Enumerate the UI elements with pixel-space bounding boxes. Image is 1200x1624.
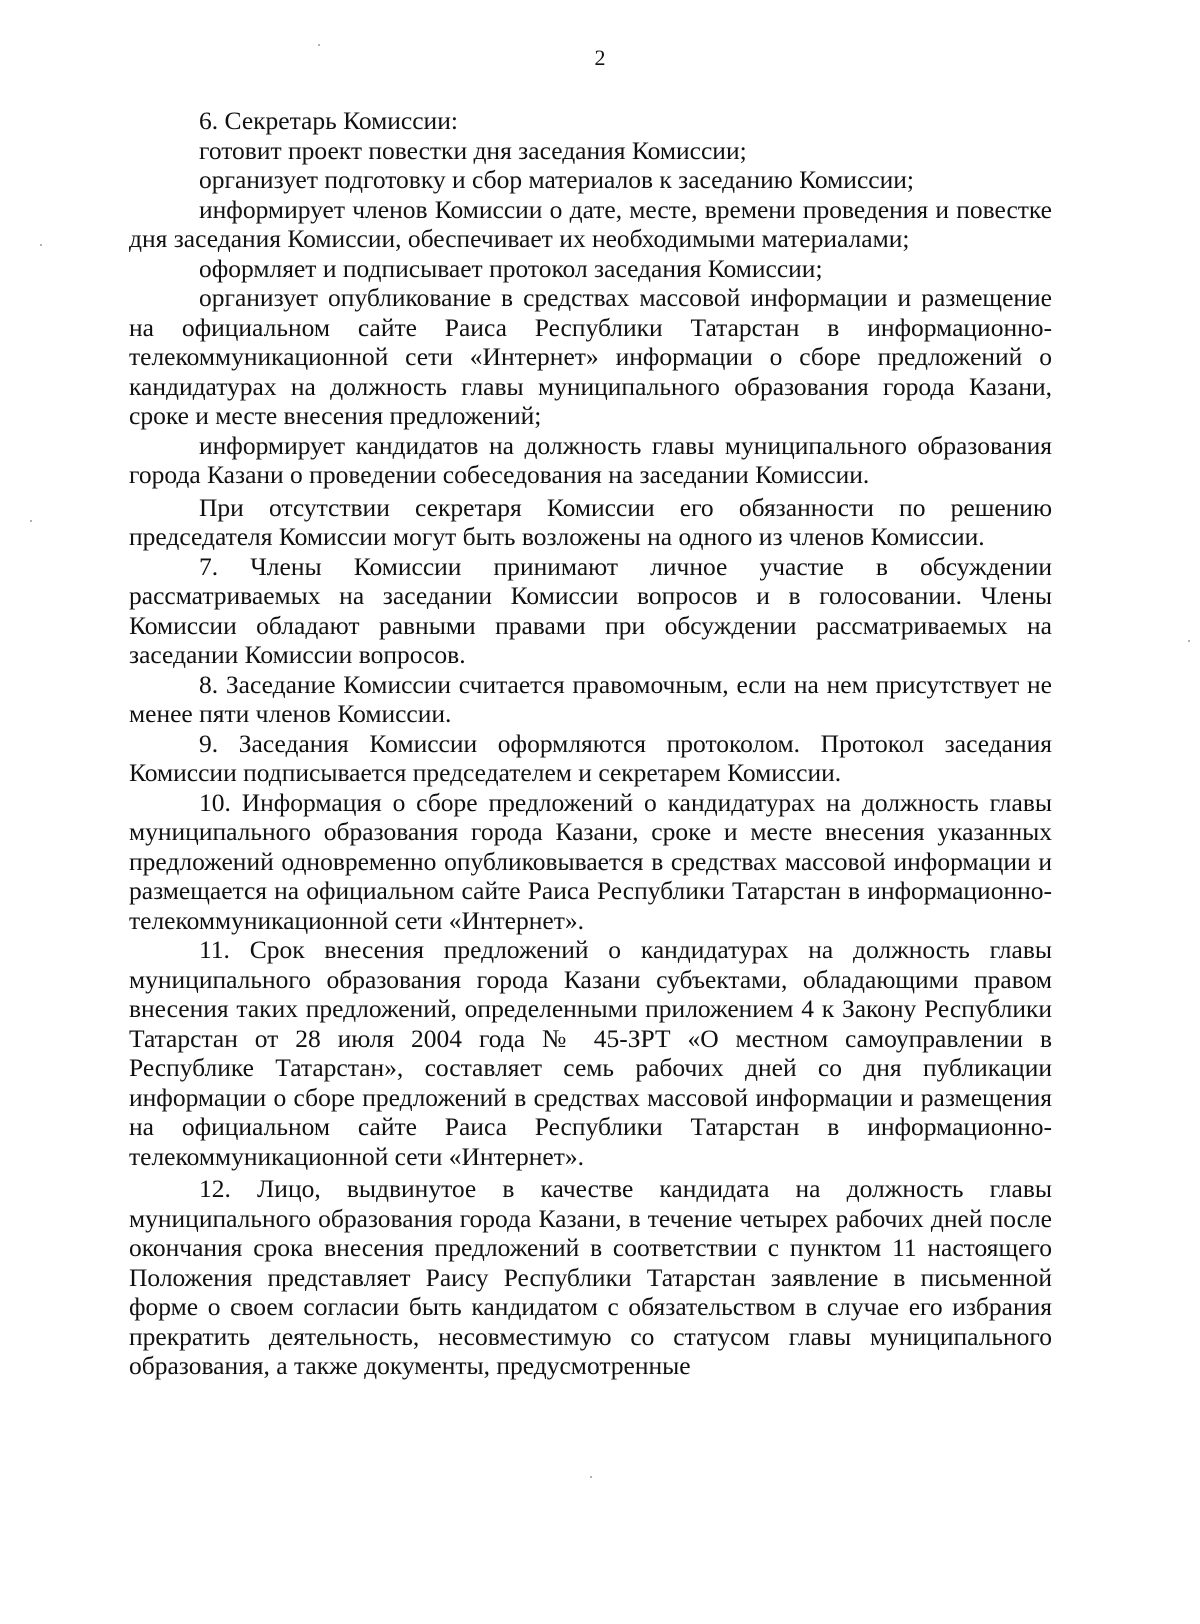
scan-speck [40,244,42,246]
document-body [129,106,1052,1381]
scan-speck [30,520,32,522]
paragraph-protocol: оформляет и подписывает протокол заседания Комиссии; [199,253,823,283]
paragraph-secretary-heading: 6. Секретарь Комиссии: [199,106,458,135]
page-number: 2 [594,45,606,70]
paragraph-9: 9. Заседания Комиссии оформляются протоколом. Протокол заседания Комиссии подписывается председателем и секретарем Комиссии. [129,728,1052,787]
paragraph-10: 10. Информация о сборе предложений о кандидатурах на должность главы муниципального образования города Казани, сроке и месте внесения указанных предложений одновременно опубликовывается в средствах массовой информации и размещается на официальном сайте Раиса Республики Татарстан в информационно-телекоммуникационной сети «Интернет». [129,787,1052,935]
paragraph-inform-members: информирует членов Комиссии о дате, месте, времени проведения и повестке дня заседания Комиссии, обеспечивает их необходимыми материалами; [129,194,1052,253]
paragraph-materials: организует подготовку и сбор материалов к заседанию Комиссии; [199,165,914,194]
paragraph-publication: организует опубликование в средствах массовой информации и размещение на официальном сайте Раиса Республики Татарстан в информационно-телекоммуникационной сети «Интернет» информации о сборе предложений о кандидатурах на должность главы муниципального образования города Казани, сроке и месте внесения предложений; [129,283,1052,430]
paragraph-12: 12. Лицо, выдвинутое в качестве кандидата на должность главы муниципального образования города Казани, в течение четырех рабочих дней после окончания срока внесения предложений в соответствии с пунктом 11 настоящего Положения представляет Раису Республики Татарстан заявление в письменной форме о своем согласии быть кандидатом с обязательством в случае его избрания прекратить деятельность, несовместимую со статусом главы муниципального образования, а также документы, предусмотренные [129,1174,1052,1380]
scan-speck [590,1476,592,1478]
paragraph-secretary-absence: При отсутствии секретаря Комиссии его обязанности по решению председателя Комиссии могут быть возложены на одного из членов Комиссии. [129,492,1052,551]
paragraph-8: 8. Заседание Комиссии считается правомочным, если на нем присутствует не менее пяти членов Комиссии. [129,669,1052,728]
scan-speck [1188,640,1190,642]
paragraph-7: 7. Члены Комиссии принимают личное участие в обсуждении рассматриваемых на заседании Комиссии вопросов и в голосовании. Члены Комиссии обладают равными правами при обсуждении рассматриваемых на заседании Комиссии вопросов. [129,551,1052,669]
paragraph-agenda: готовит проект повестки дня заседания Комиссии; [199,135,747,165]
paragraph-11: 11. Срок внесения предложений о кандидатурах на должность главы муниципального образования города Казани субъектами, обладающими правом внесения таких предложений, определенными приложением 4 к Закону Республики Татарстан от 28 июля 2004 года № 45-ЗРТ «О местном самоуправлении в Республике Татарстан», составляет семь рабочих дней со дня публикации информации о сборе предложений в средствах массовой информации и размещения на официальном сайте Раиса Республики Татарстан в информационно-телекоммуникационной сети «Интернет». [129,935,1052,1171]
paragraph-inform-candidates: информирует кандидатов на должность главы муниципального образования города Казани о проведении собеседования на заседании Комиссии. [129,430,1052,489]
scan-speck [318,44,320,46]
